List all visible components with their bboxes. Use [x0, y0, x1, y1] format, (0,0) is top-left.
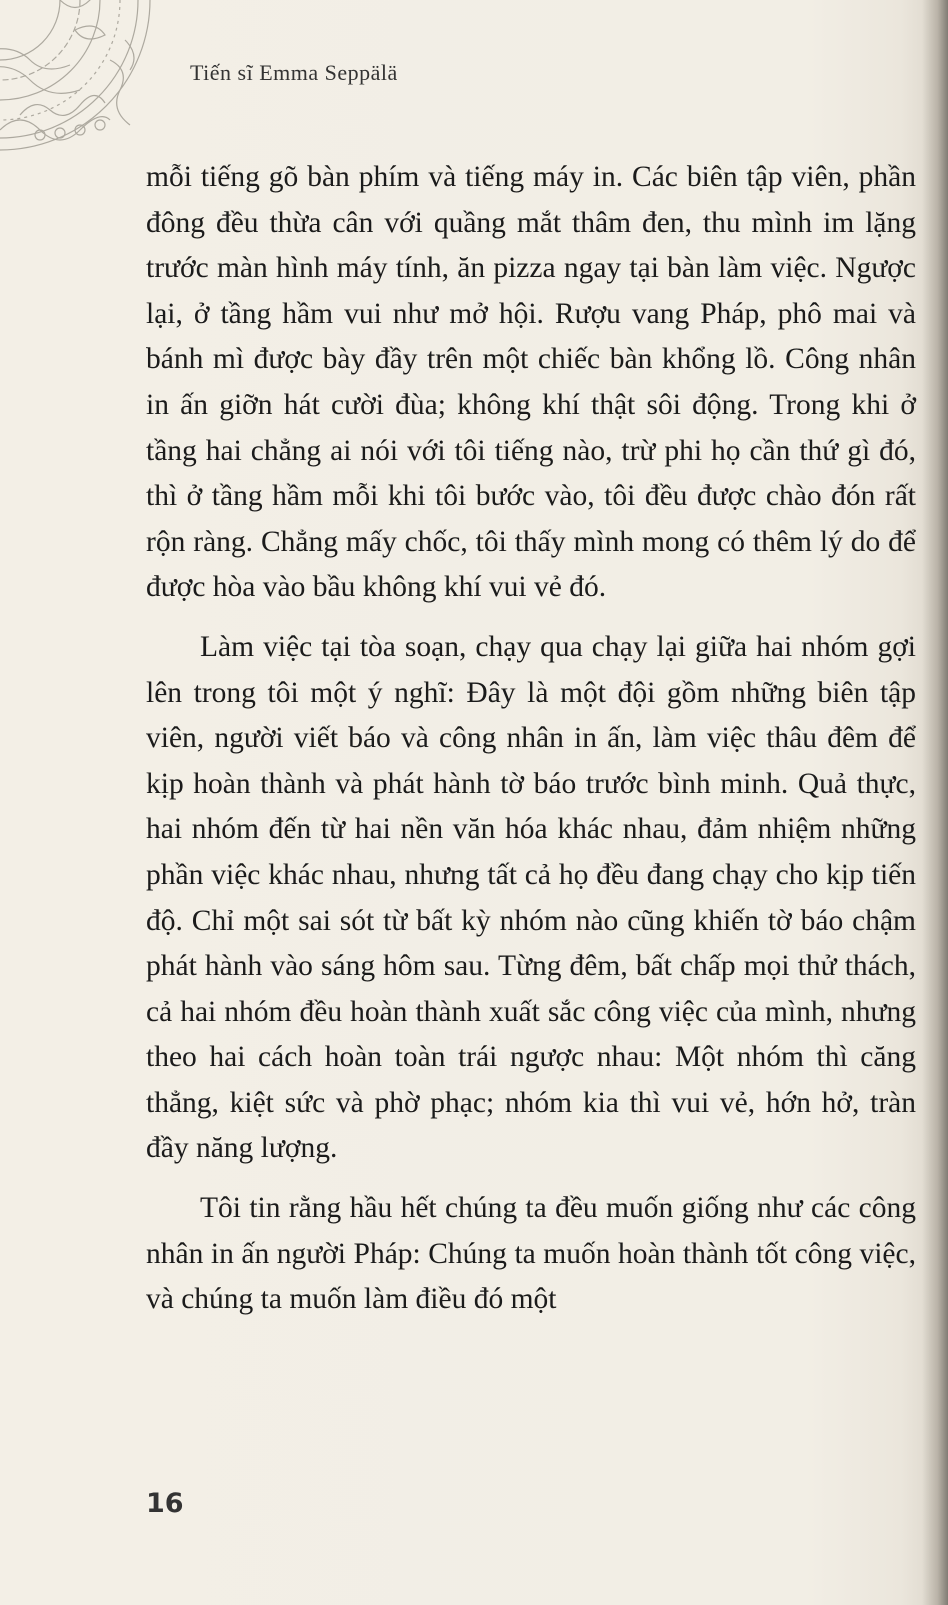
body-text	[146, 155, 916, 1323]
running-head-author: Tiến sĩ Emma Seppälä	[190, 60, 398, 85]
paragraph-2: Làm việc tại tòa soạn, chạy qua chạy lại giữa hai nhóm gợi lên trong tôi một ý nghĩ: Đây là một đội gồm những biên tập viên, người viết báo và công nhân in ấn, làm việc thâu đêm để kịp hoàn thành và phát hành tờ báo trước bình minh. Quả thực, hai nhóm đến từ hai nền văn hóa khác nhau, đảm nhiệm những phần việc khác nhau, nhưng tất cả họ đều đang chạy cho kịp tiến độ. Chỉ một sai sót từ bất kỳ nhóm nào cũng khiến tờ báo chậm phát hành vào sáng hôm sau. Từng đêm, bất chấp mọi thử thách, cả hai nhóm đều hoàn thành xuất sắc công việc của mình, nhưng theo hai cách hoàn toàn trái ngược nhau: Một nhóm thì căng thẳng, kiệt sức và phờ phạc; nhóm kia thì vui vẻ, hớn hở, tràn đầy năng lượng.	[146, 630, 916, 1165]
paragraph-3: Tôi tin rằng hầu hết chúng ta đều muốn giống như các công nhân in ấn người Pháp: Chúng ta muốn hoàn thành tốt công việc, và chúng ta muốn làm điều đó một	[146, 1192, 916, 1316]
paragraph-1: mỗi tiếng gõ bàn phím và tiếng máy in. Các biên tập viên, phần đông đều thừa cân với quầng mắt thâm đen, thu mình im lặng trước màn hình máy tính, ăn pizza ngay tại bàn làm việc. Ngược lại, ở tầng hầm vui như mở hội. Rượu vang Pháp, phô mai và bánh mì được bày đầy trên một chiếc bàn khổng lồ. Công nhân in ấn giỡn hát cười đùa; không khí thật sôi động. Trong khi ở tầng hai chẳng ai nói với tôi tiếng nào, trừ phi họ cần thứ gì đó, thì ở tầng hầm mỗi khi tôi bước vào, tôi đều được chào đón rất rộn ràng. Chẳng mấy chốc, tôi thấy mình mong có thêm lý do để được hòa vào bầu không khí vui vẻ đó.	[146, 161, 916, 604]
page-number: 16	[146, 1488, 184, 1519]
page-edge-shadow	[922, 0, 948, 1605]
decorative-floral-corner-icon	[0, 0, 170, 170]
